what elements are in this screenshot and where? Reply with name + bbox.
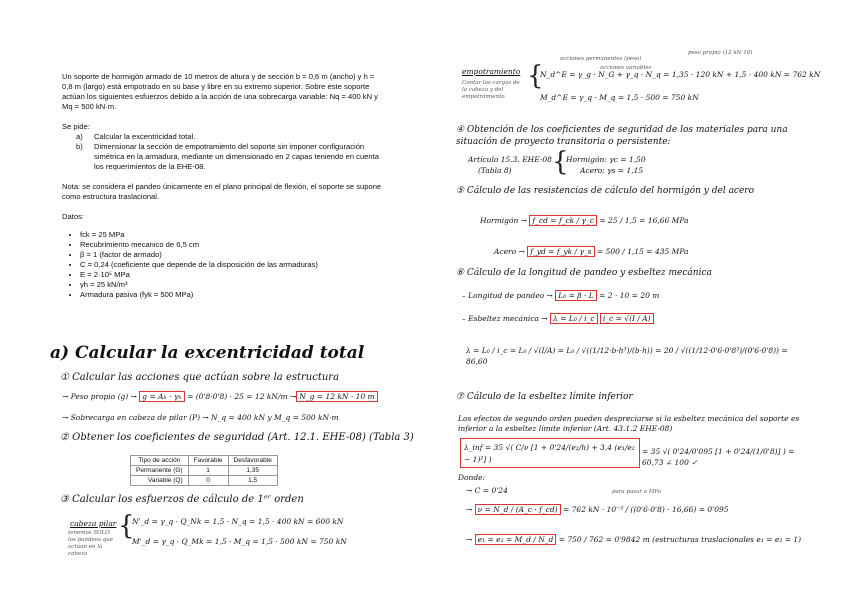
step7-heading: ⑦ Cálculo de la esbeltez límite inferior <box>456 392 633 402</box>
l0-box: L₀ = β · L <box>555 290 597 301</box>
donde-label: Donde: <box>458 473 486 482</box>
section-a-title: a) Calcular la excentricidad total <box>50 343 365 363</box>
empotramiento-label: empotramiento <box>462 67 521 76</box>
step3-heading: ③ Calcular los esfuerzos de cálculo de 1ᵉʳ orden <box>60 494 304 505</box>
step6-heading: ⑥ Cálculo de la longitud de pandeo y esbeltez mecánica <box>456 268 712 278</box>
ic-box: i_c = √(I / A) <box>600 313 654 324</box>
cabeza-eq-nd: N'_d = γ_q · Q_Nk = 1,5 · N_q = 1,5 · 400 kN = 600 kN <box>132 517 344 526</box>
task-item: a) Calcular la excentricidad total. <box>76 132 196 141</box>
step5-hormigon-line: Hormigón → f_cd = f_ck / γ_c = 25 / 1,5 = 16,66 MPa <box>480 216 689 225</box>
step4-table: (Tabla 8) <box>478 166 512 175</box>
donde-e1e2: → e₁ = e₂ = M_d / N_d = 750 / 762 = 0'9842 m (estructuras traslacionales e₁ = e₂ = 1) <box>466 535 802 544</box>
nota-paragraph: Nota: se considera el pandeo únicamente en el plano principal de flexión, el soporte se supone como estructura traslacional. <box>62 182 382 201</box>
step4-article: Artículo 15.3. EHE-08 <box>468 155 552 164</box>
step4-acero: Acero: γs = 1,15 <box>580 166 644 175</box>
emp-tiny-permanentes: acciones permanentes (peso) <box>560 56 642 62</box>
datos-item: • E = 2·10⁵ MPa <box>80 270 384 280</box>
task-list <box>76 132 384 172</box>
peso-box: g = Aₕ · γₕ <box>139 391 184 402</box>
step4-heading: ④ Obtención de los coeficientes de seguridad de los materiales para una situación de proyecto transitoria o persistente: <box>456 125 788 147</box>
datos-item: • Recubrimiento mecanico de 6,5 cm <box>80 240 384 250</box>
step5-acero-line: Acero → f_yd = f_yk / γ_s = 500 / 1,15 = 435 MPa <box>494 247 689 256</box>
pasar-mpa-note: para pasar a MPa <box>612 489 662 495</box>
se-pide-label: Se pide: <box>62 122 90 131</box>
table-row: Permanente (G) 1 1,35 <box>131 466 278 476</box>
brace-materials: { <box>552 147 569 177</box>
step2-heading: ② Obtener los coeficientes de seguridad (Art. 12.1. EHE-08) (Tabla 3) <box>60 432 414 443</box>
table-header-row: Tipo de acción Favorable Desfavorable <box>131 456 278 466</box>
step1-sobrecarga-line: → Sobrecarga en cabeza de pilar (P) → N_q = 400 kN y M_q = 500 kN·m <box>62 413 339 422</box>
brace-emp: { <box>527 61 544 91</box>
datos-item: • γh = 25 kN/m³ <box>80 280 384 290</box>
fyd-box: f_yd = f_yk / γ_s <box>527 246 594 257</box>
intro-paragraph: Un soporte de hormigón armado de 10 metros de altura y de sección b = 0,6 m (ancho) y h = 0,8 m (largo) está empotrado en su base y libre en su extremo superior. Sobre este soporte actúan los siguientes esfuerzos debido a la acción de una sobrecarga variable: Nq = 400 kN y Mq = 500 kN·m. <box>62 72 378 111</box>
lambda-inf-box: λ_inf = 35 √( C/ν [1 + 0'24/(e₂/h) + 3,4 (e₁/e₂ − 1)²] ) <box>464 443 635 464</box>
e1e2-box: e₁ = e₂ = M_d / N_d <box>475 534 557 545</box>
cabeza-pilar-note: tenemos SOLO los pandeos que actúan en la cabeza <box>68 530 113 557</box>
datos-label: Datos: <box>62 212 84 221</box>
step7-text: Los efectos de segundo orden pueden despreciarse si la esbeltez mecánica del soporte es inferior a la esbeltez límite inferior (Art. 43.1.2 EHE-08) <box>458 414 800 433</box>
datos-item: • fck = 25 MPa <box>80 230 384 240</box>
emp-tiny-variables: acciones variables <box>600 65 652 71</box>
step5-heading: ⑤ Cálculo de las resistencias de cálculo del hormigón y del acero <box>456 186 755 196</box>
donde-c: → C = 0'24 <box>466 486 508 495</box>
task-item: b) Dimensionar la sección de empotramiento del soporte sin imponer configuración simétrica en la armadura, mediante un dimensionado en 2 capas teniendo en cuenta los requerimientos de la EHE-08. <box>76 142 379 171</box>
empotramiento-note: Contar las cargas de la cabeza y del empotramiento <box>462 80 520 100</box>
step6-lambda-eq: λ = L₀ / i_c = L₀ / √(I/A) = L₀ / √((1/12·b·h³)/(b·h)) = 20 / √((1/12·0'6·0'8³)/(0'6·0'8)) = 86,60 <box>466 346 788 366</box>
nu-box: ν = N_d / (A_c · f_cd) <box>475 504 561 515</box>
step1-peso-line: → Peso propio (g) → g = Aₕ · γₕ = (0'8·0'8) · 25 = 12 kN/m → N_g = 12 kN · 10 m <box>62 392 378 401</box>
step1-heading: ① Calcular las acciones que actúan sobre la estructura <box>60 372 340 383</box>
datos-item: • β = 1 (factor de armado) <box>80 250 384 260</box>
brace-cabeza: { <box>118 511 135 541</box>
emp-eq-nd: N_d^E = γ_g · N_G + γ_q · N_q = 1,35 · 120 kN + 1,5 · 400 kN = 762 kN <box>540 70 821 79</box>
lambda-inf-frame <box>460 438 640 468</box>
emp-eq-md: M_d^E = γ_q · M_q = 1,5 · 500 = 750 kN <box>540 93 699 102</box>
cabeza-pilar-label: cabeza pilar <box>70 519 117 528</box>
step4-hormigon: Hormigón: γc = 1,50 <box>566 155 646 164</box>
table-row: Variable (Q) 0 1,5 <box>131 476 278 486</box>
fcd-box: f_cd = f_ck / γ_c <box>529 215 597 226</box>
ng-box: N_g = 12 kN · 10 m <box>296 391 377 402</box>
lambda-inf-result: = 35 √( 0'24/0'095 [1 + 0'24/(1/0'8)] ) = 60,73 ∠ 100 ✓ <box>642 447 795 467</box>
datos-item: • Armadura pasiva (fyk = 500 MPa) <box>80 290 384 300</box>
cabeza-eq-md: M'_d = γ_q · Q_Mk = 1,5 · M_q = 1,5 · 500 kN = 750 kN <box>132 537 347 546</box>
emp-tiny-pesopropio: peso propio (12 kN·10) <box>688 50 753 56</box>
datos-item: • C = 0,24 (coeficiente que depende de la disposición de las armaduras) <box>80 260 384 270</box>
problem-statement <box>62 72 384 300</box>
safety-coef-table <box>130 455 278 486</box>
datos-list <box>62 230 384 300</box>
step6-esbeltez-line: – Esbeltez mecánica → λ = L₀ / i_c i_c = √(I / A) <box>462 314 654 323</box>
lambda-box: λ = L₀ / i_c <box>550 313 597 324</box>
donde-nu: → ν = N_d / (A_c · f_cd) = 762 kN · 10⁻³ / ((0'6·0'8) · 16,66) = 0'095 <box>466 505 729 514</box>
step6-longitud-line: – Longitud de pandeo → L₀ = β · L = 2 · 10 = 20 m <box>462 291 660 300</box>
